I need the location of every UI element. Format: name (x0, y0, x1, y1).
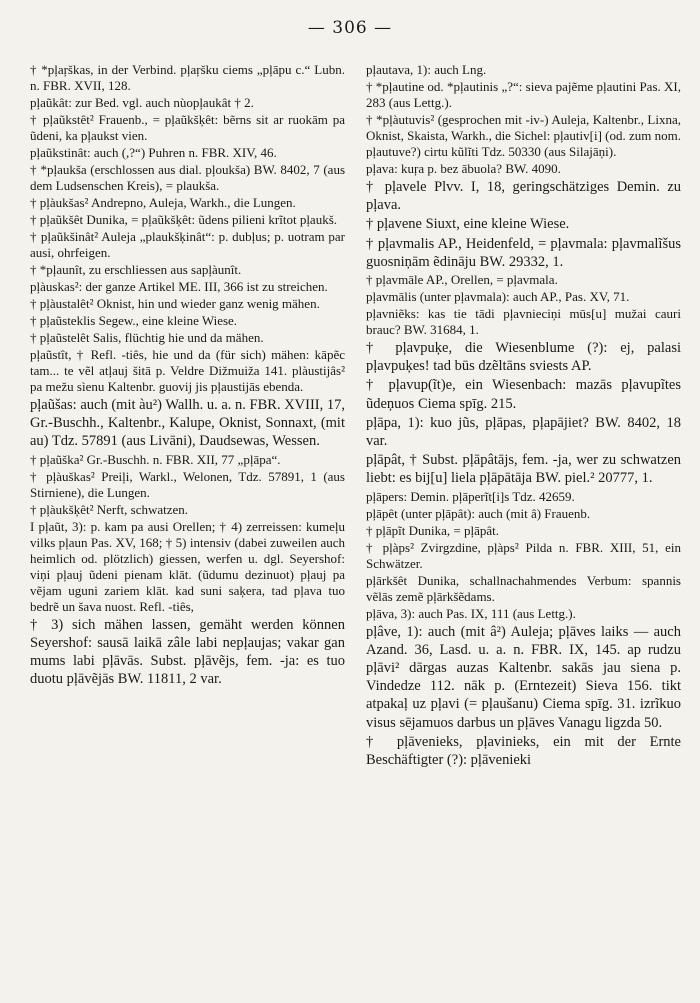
dictionary-entry: † pļavpuķe, die Wiesenblume (?): ej, palasi pļavpuķes! tad būs dzẽltāns sviests AP. (366, 340, 681, 375)
dictionary-entry: † pļaũstelêt Salis, flüchtig hie und da mähen. (30, 330, 264, 345)
dictionary-entry: † pļàps² Zvirgzdine, pļàps² Pilda n. FBR. XIII, 51, ein Schwätzer. (366, 539, 681, 571)
dictionary-entry: † pļavele Plvv. I, 18, geringschätziges Demin. zu pļava. (366, 179, 681, 214)
dictionary-entry: pļautava, 1): auch Lng. (366, 62, 487, 77)
dictionary-entry: pļaũšas: auch (mit àu²) Wallh. u. a. n. FBR. XVIII, 17, Gr.-Buschh., Kaltenbr., Kalupe, Oknist, Sonnaxt, (mit au) Tdz. 57891 (aus Livāni), Daudsewas, Wessen. (30, 397, 346, 450)
dictionary-entry: † pļàukšas² Andrepno, Auleja, Warkh., die Lungen. (30, 195, 296, 210)
right-column (366, 62, 681, 770)
dictionary-entry: I pļaũt, 3): p. kam pa ausi Orellen; † 4) zerreissen: kumeļu vilks pļaun Pas. XV, 168; † 5) intensiv (dabei zuweilen auch heimlich od. plötzlich) giessen, werfen u. dgl. Seyershof: viņi pļauj ũdeni pienam klāt. (ũdumu dezinuot) pļauj pa vẽjam uguni zariem klāt. kad suni saķera, tad pļava tuo bedrẽ un šava nuost. Refl. -tiês, (30, 518, 345, 614)
dictionary-entry: † pļaũkšêt Dunika, = pļaũkšķêt: ũdens pilieni krĩtot pļaukš. (30, 212, 338, 227)
dictionary-entry: † pļavene Siuxt, eine kleine Wiese. (366, 216, 570, 233)
dictionary-entry: † pļavmalis AP., Heidenfeld, = pļavmala: pļavmalĩšus guosniņām ẽdināju BW. 29332, 1. (366, 235, 681, 270)
dictionary-entry: † *pļàutuvis² (gesprochen mit -iv-) Auleja, Kaltenbr., Lixna, Oknist, Skaista, Warkh., die Sichel: pļautiv[i] (od. zum nom. pļautuve?) cirtu kũlĩti Tdz. 50330 (aus Silajāņi). (366, 112, 682, 159)
page-number: — 306 — (307, 18, 393, 38)
dictionary-entry: pļàuskas²: der ganze Artikel ME. III, 366 ist zu streichen. (30, 279, 328, 294)
dictionary-entry: † pļāpĩt Dunika, = pļāpât. (366, 522, 499, 538)
dictionary-entry: pļāpa, 1): kuo jũs, pļāpas, pļapājiet? BW. 8402, 18 var. (366, 414, 681, 450)
dictionary-entry: † pļaũkšinât² Auleja „plaukšķinât“: p. dubļus; p. uotram par ausi, ohrfeigen. (30, 229, 345, 260)
dictionary-entry: † *pļautine od. *pļautinis „?“: sieva pajẽme pļautini Pas. XI, 283 (aus Lettg.). (366, 79, 681, 110)
dictionary-entry: pļāpers: Demin. pļāperĩt[i]s Tdz. 42659. (366, 488, 575, 504)
dictionary-entry: pļārkšêt Dunika, schallnachahmendes Verbum: spannis vẽlās zemẽ pļārkšẽdams. (366, 572, 681, 604)
dictionary-entry: pļāpât, † Subst. pļāpâtājs, fem. -ja, wer zu schwatzen liebt: es bij[u] liela pļāpātāja BW. piel.² 20777, 1. (366, 452, 681, 487)
dictionary-entry: pļavmālis (unter pļavmala): auch AP., Pas. XV, 71. (366, 289, 630, 305)
left-column (30, 62, 345, 689)
dictionary-entry: pļâve, 1): auch (mit â²) Auleja; pļāves laiks — auch Azand. 36, Lasd. u. a. n. FBR. IX, 145. ap rudzu pļāvi² dārgas auzas Kaltenbr. sakās jau siena p. Vindedze 112. nāk p. (Erntezeit) Sieva 156. tikt atpakaļ uz pļavi (= pļaušanu) Ciema spīg. 31. izrĩkuo visus sējamuos darbus un pļāves Vanagu ligzda 50. (366, 623, 681, 731)
dictionary-entry: † *pļaukša (erschlossen aus dial. pļoukša) BW. 8402, 7 (aus dem Ludsenschen Kreis), = plaukša. (30, 162, 345, 193)
dictionary-entry: pļāva, 3): auch Pas. IX, 111 (aus Lettg.). (366, 605, 576, 621)
dictionary-entry: pļaũkstinât: auch (,?“) Puhren n. FBR. XIV, 46. (30, 145, 277, 160)
dictionary-entry: † pļaũška² Gr.-Buschh. n. FBR. XII, 77 „pļāpa“. (30, 451, 281, 467)
dictionary-entry: † pļàukšķêt² Nerft, schwatzen. (30, 501, 189, 517)
dictionary-entry: † pļavup(ĩt)e, ein Wiesenbach: mazās pļavupĩtes ũdeņuos Ciema spīg. 215. (366, 377, 681, 412)
dictionary-entry: pļaũkât: zur Bed. vgl. auch nùopļaukât † 2. (30, 95, 254, 110)
dictionary-entry: pļavniẽks: kas tie tādi pļavnieciņi mūs[u] mužai cauri brauc? BW. 31684, 1. (366, 306, 681, 338)
dictionary-entry: † pļaũkstêt² Frauenb., = pļaũkšķêt: bẽrns sit ar ruokām pa ũdeni, ka pļaukst vien. (30, 112, 345, 143)
dictionary-entry: † *pļaunît, zu erschliessen aus sapļàunît. (30, 262, 242, 277)
dictionary-entry: † pļàuškas² Preiļi, Warkl., Welonen, Tdz. 57891, 1 (aus Stirniene), die Lungen. (30, 468, 345, 500)
dictionary-entry: † pļavmāle AP., Orellen, = pļavmala. (366, 272, 558, 288)
dictionary-entry: † pļaũsteklis Segew., eine kleine Wiese. (30, 313, 238, 328)
dictionary-entry: † 3) sich mähen lassen, gemäht werden können Seyershof: sausā laikā zâle labi nepļaujas; vakar gan mums labi pļāvās. Subst. pļāvẽjs, fem. -ja: es tuo duotu pļāvẽjās BW. 11811, 2 var. (30, 616, 345, 688)
dictionary-entry: pļaũstît, † Refl. -tiês, hie und da (für sich) mähen: kāpẽc tam... te vẽl atļauj šitā p. Veldre Dižmuiža 141. plàustijâs² pa mežu sìenu Kaltenbr. guovij jis pļaustijās ebenda. (30, 347, 345, 394)
dictionary-entry: † pļāvenieks, pļavinieks, ein mit der Ernte Beschäftigter (?): pļāvenieki (366, 733, 681, 769)
dictionary-entry: pļāpêt (unter pļāpât): auch (mit â) Frauenb. (366, 505, 591, 521)
dictionary-entry: † pļàustalêt² Oknist, hin und wieder ganz wenig mähen. (30, 296, 320, 311)
dictionary-entry: pļava: kuŗa p. bez ābuola? BW. 4090. (366, 161, 561, 176)
dictionary-entry: † *pļaŗškas, in der Verbind. pļaŗšku ciems „pļāpu c.“ Lubn. n. FBR. XVII, 128. (30, 62, 345, 93)
